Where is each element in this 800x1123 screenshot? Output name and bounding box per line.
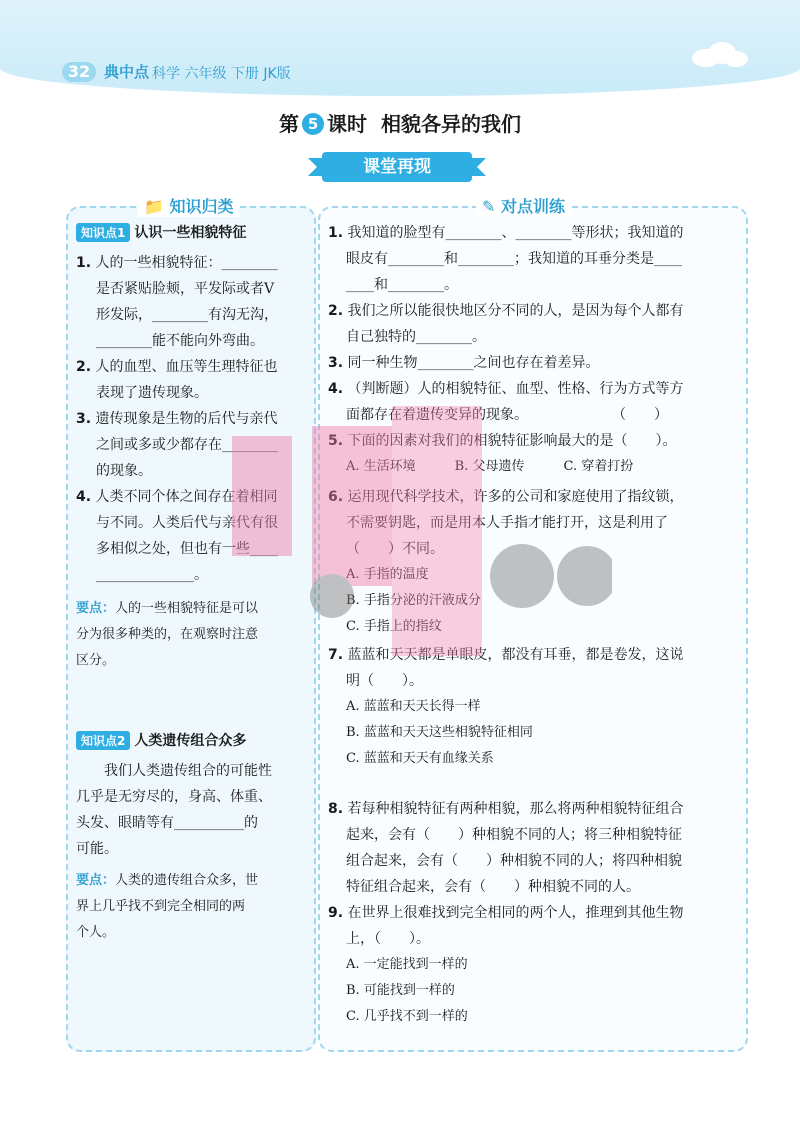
kp2-line: 几乎是无穷尽的，身高、体重、: [76, 789, 272, 805]
knowledge-line: 是否紧贴脸颊，平发际或者V: [96, 281, 275, 297]
knowledge-line: 之间或多或少都存在________: [96, 437, 278, 453]
question-6-option: C. 手指上的指纹: [346, 619, 442, 634]
kp2-line: 我们人类遗传组合的可能性: [104, 763, 272, 779]
knowledge-heading: 📁 知识归类: [138, 194, 240, 217]
question-5-option: A. 生活环境 B. 父母遗传 C. 穿着打扮: [346, 459, 634, 474]
question-9: 9. 在世界上很难找到完全相同的两个人，推理到其他生物: [328, 905, 684, 921]
question-2: 自己独特的________。: [346, 329, 486, 345]
knowledge-line: 与不同。人类后代与亲代有很: [96, 515, 278, 531]
practice-heading: ✎ 对点训练: [476, 194, 571, 217]
knowledge-line: ______________。: [96, 567, 208, 583]
kp2-label: 人类遗传组合众多: [134, 733, 247, 749]
kp1-note: 区分。: [76, 653, 116, 668]
question-6: 不需要钥匙，而是用本人手指才能打开，这是利用了: [346, 515, 668, 531]
lesson-title: 第 5 课时 相貌各异的我们: [279, 112, 521, 136]
question-6: 6. 运用现代科学技术，许多的公司和家庭使用了指纹锁，: [328, 489, 684, 505]
knowledge-line: 表现了遗传现象。: [96, 385, 208, 401]
knowledge-line: 1. 人的一些相貌特征：________: [76, 255, 278, 271]
kp2-line: 头发、眼睛等有__________的: [76, 815, 258, 831]
kp2-note: 要点：人类的遗传组合众多，世: [76, 873, 259, 888]
question-9-option: C. 几乎找不到一样的: [346, 1009, 468, 1024]
section-banner: 课堂再现: [322, 152, 472, 182]
question-7-option: B. 蓝蓝和天天这些相貌特征相同: [346, 725, 533, 740]
kp1-label: 认识一些相貌特征: [134, 225, 247, 241]
page-number: 32: [62, 62, 96, 82]
question-6-option: A. 手指的温度: [346, 567, 429, 582]
question-7: 明（ ）。: [346, 673, 423, 689]
question-5: 5. 下面的因素对我们的相貌特征影响最大的是（ ）。: [328, 433, 677, 449]
question-1: 1. 我知道的脸型有________、________等形状；我知道的: [328, 225, 684, 241]
question-3: 3. 同一种生物________之间也存在着差异。: [328, 355, 600, 371]
cloud-icon: [686, 40, 750, 70]
kp2-tag: 知识点2: [76, 731, 130, 750]
question-4: 面都存在着遗传变异的现象。 （ ）: [346, 407, 668, 423]
question-7: 7. 蓝蓝和天天都是单眼皮，都没有耳垂，都是卷发，这说: [328, 647, 684, 663]
question-8: 8. 若每种相貌特征有两种相貌，那么将两种相貌特征组合: [328, 801, 684, 817]
question-4: 4. （判断题）人的相貌特征、血型、性格、行为方式等方: [328, 381, 684, 397]
kp1-title: [76, 222, 246, 242]
question-8: 特征组合起来，会有（ ）种相貌不同的人。: [346, 879, 640, 895]
question-9: 上，（ ）。: [346, 931, 430, 947]
kp1-note: 分为很多种类的，在观察时注意: [76, 627, 259, 642]
question-6-option: B. 手指分泌的汗液成分: [346, 593, 481, 608]
knowledge-line: 4. 人类不同个体之间存在着相同: [76, 489, 278, 505]
kp2-note: 个人。: [76, 925, 116, 940]
knowledge-line: 3. 遗传现象是生物的后代与亲代: [76, 411, 278, 427]
question-8: 起来，会有（ ）种相貌不同的人；将三种相貌特征: [346, 827, 682, 843]
knowledge-line: 多相似之处，但也有一些____: [96, 541, 278, 557]
kp2-title: [76, 730, 246, 750]
lesson-number: 5: [302, 113, 324, 135]
brand-logo: 典中点: [104, 63, 150, 81]
kp1-note: 要点：人的一些相貌特征是可以: [76, 601, 259, 616]
question-1: ____和________。: [346, 277, 458, 293]
question-9-option: A. 一定能找到一样的: [346, 957, 468, 972]
book-title: 科学 六年级 下册 JK版: [152, 66, 291, 82]
knowledge-line: 的现象。: [96, 463, 152, 479]
question-7-option: C. 蓝蓝和天天有血缘关系: [346, 751, 494, 766]
question-7-option: A. 蓝蓝和天天长得一样: [346, 699, 481, 714]
kp2-note: 界上几乎找不到完全相同的两: [76, 899, 246, 914]
question-2: 2. 我们之所以能很快地区分不同的人，是因为每个人都有: [328, 303, 684, 319]
question-9-option: B. 可能找到一样的: [346, 983, 455, 998]
question-6: （ ）不同。: [346, 541, 444, 557]
knowledge-line: 形发际，________有沟无沟，: [96, 307, 278, 323]
knowledge-line: ________能不能向外弯曲。: [96, 333, 264, 349]
question-8: 组合起来，会有（ ）种相貌不同的人；将四种相貌: [346, 853, 682, 869]
knowledge-line: 2. 人的血型、血压等生理特征也: [76, 359, 278, 375]
question-1: 眼皮有________和________；我知道的耳垂分类是____: [346, 251, 682, 267]
kp2-line: 可能。: [76, 841, 118, 857]
kp1-tag: 知识点1: [76, 223, 130, 242]
